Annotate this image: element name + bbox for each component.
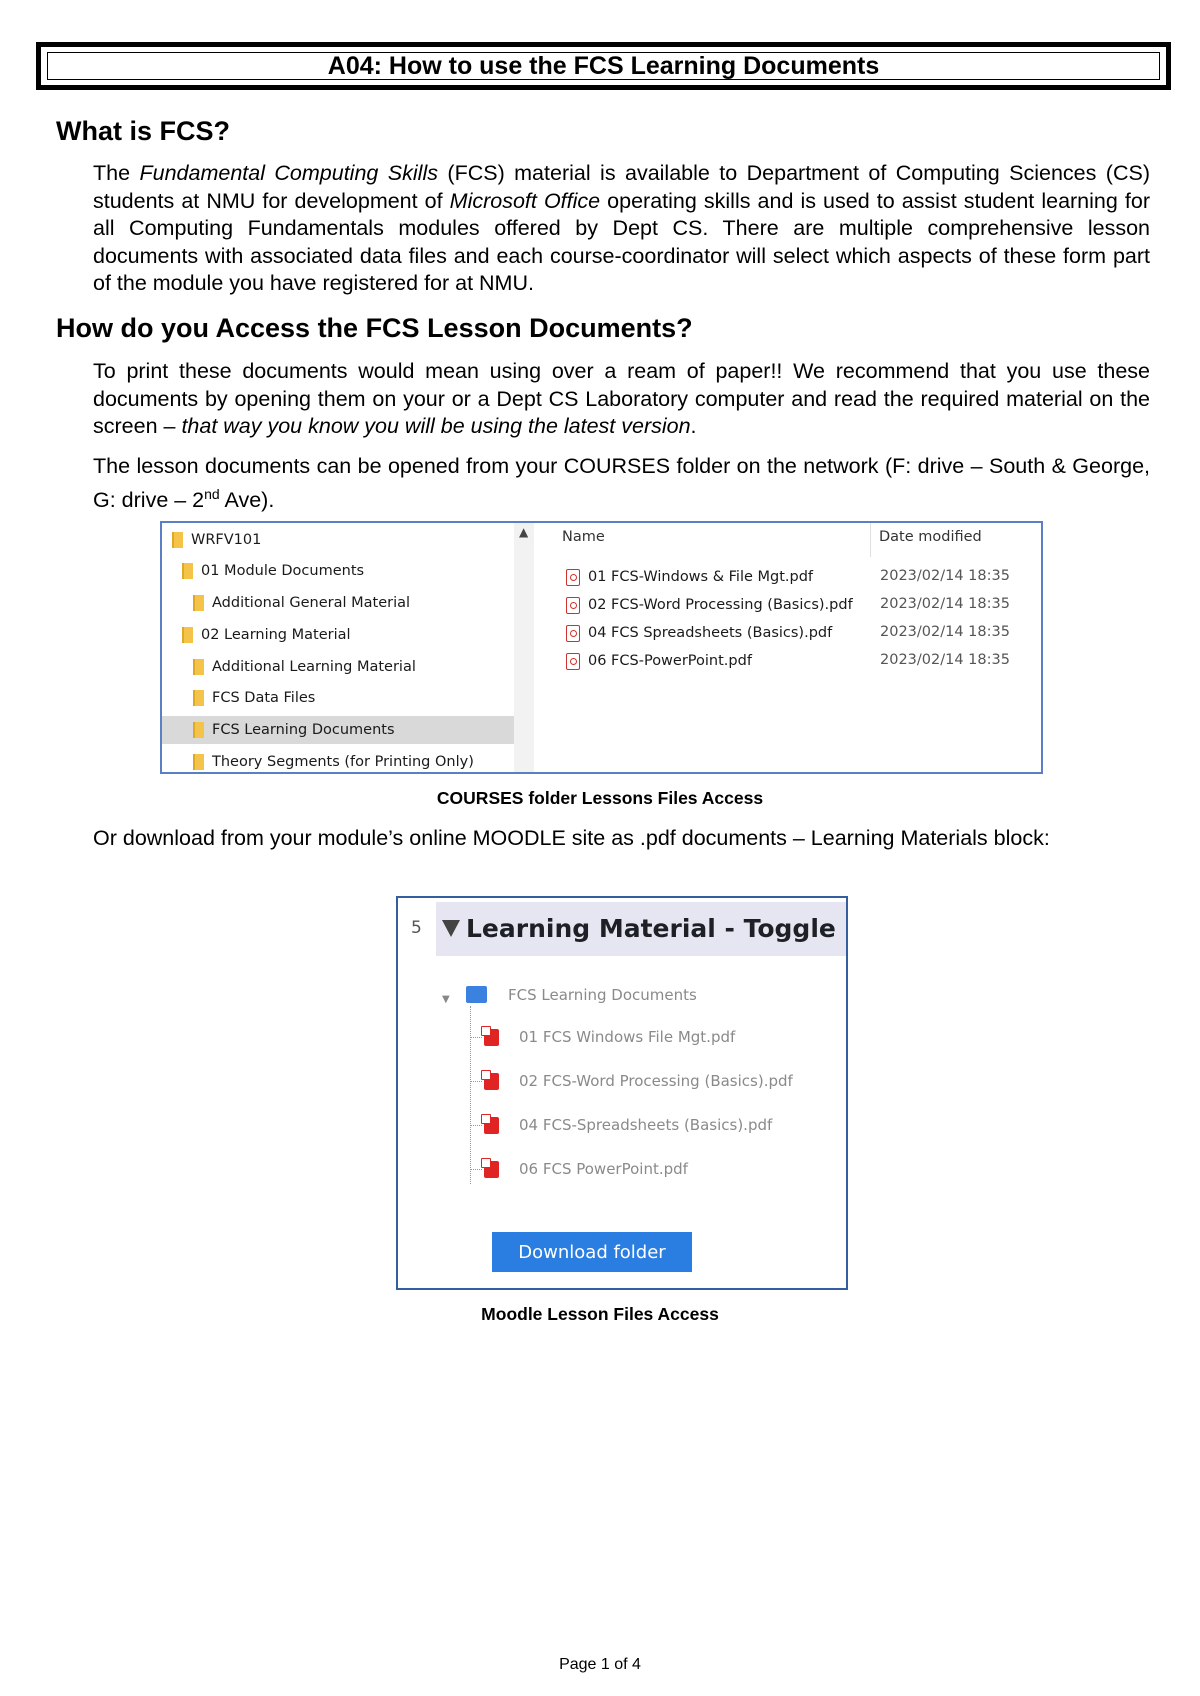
folder-icon bbox=[182, 563, 193, 579]
tree-connector bbox=[470, 1037, 482, 1038]
tree-item-label: Theory Segments (for Printing Only) bbox=[212, 754, 474, 770]
folder-icon bbox=[193, 595, 204, 611]
page-title: A04: How to use the FCS Learning Documents bbox=[47, 52, 1160, 80]
file-row[interactable] bbox=[566, 620, 832, 646]
folder-icon bbox=[466, 986, 487, 1003]
tree-item-label: Additional Learning Material bbox=[212, 659, 416, 675]
italic-run: that way you know you will be using the latest version bbox=[181, 414, 691, 438]
file-date: 2023/02/14 18:35 bbox=[880, 652, 1010, 668]
file-date: 2023/02/14 18:35 bbox=[880, 596, 1010, 612]
tree-item[interactable] bbox=[193, 684, 315, 712]
column-header-name[interactable]: Name bbox=[562, 529, 605, 545]
page-footer: Page 1 of 4 bbox=[559, 1656, 641, 1673]
file-row[interactable] bbox=[566, 592, 853, 618]
tree-item-label: 01 Module Documents bbox=[201, 563, 365, 579]
file-date: 2023/02/14 18:35 bbox=[880, 568, 1010, 584]
tree-item[interactable] bbox=[193, 653, 416, 681]
moodle-file-item[interactable] bbox=[470, 1113, 772, 1137]
text-run: (FCS) material is available to Department of Computing Sciences (CS) students at NMU for development of bbox=[93, 161, 1150, 213]
moodle-screenshot bbox=[396, 896, 848, 1290]
section-number: 5 bbox=[411, 918, 422, 938]
folder-tree bbox=[162, 523, 514, 772]
folder-icon bbox=[172, 532, 183, 548]
text-run: To print these documents would mean using over a ream of paper!! We recommend that you use these documents by opening them on your or a Dept CS Laboratory computer and read the required material on the screen – bbox=[93, 359, 1150, 438]
file-name: 02 FCS-Word Processing (Basics).pdf bbox=[588, 597, 853, 613]
tree-item-label: WRFV101 bbox=[191, 532, 262, 548]
tree-item[interactable] bbox=[193, 748, 474, 774]
file-name: 06 FCS PowerPoint.pdf bbox=[519, 1160, 688, 1178]
italic-run: Fundamental Computing Skills bbox=[139, 161, 438, 185]
figure-caption: COURSES folder Lessons Files Access bbox=[436, 788, 764, 808]
folder-icon bbox=[182, 627, 193, 643]
tree-item[interactable] bbox=[182, 621, 351, 649]
file-name: 02 FCS-Word Processing (Basics).pdf bbox=[519, 1072, 793, 1090]
file-list bbox=[534, 523, 1041, 772]
text-run: The bbox=[93, 161, 140, 185]
paragraph-fcs-intro bbox=[93, 160, 1150, 298]
tree-item-selected[interactable] bbox=[162, 716, 514, 744]
file-name: 01 FCS-Windows & File Mgt.pdf bbox=[588, 569, 814, 585]
folder-icon bbox=[193, 722, 204, 738]
folder-icon bbox=[193, 690, 204, 706]
moodle-file-item[interactable] bbox=[470, 1069, 793, 1093]
explorer-screenshot bbox=[160, 521, 1043, 774]
text-run: The lesson documents can be opened from your COURSES folder on the network (F: drive – South & George, G: drive – 2 bbox=[93, 454, 1150, 512]
download-folder-button[interactable]: Download folder bbox=[492, 1232, 692, 1272]
file-row[interactable] bbox=[566, 648, 752, 674]
tree-item[interactable] bbox=[193, 589, 410, 617]
column-header-date[interactable]: Date modified bbox=[879, 529, 982, 545]
toggle-triangle-icon[interactable] bbox=[442, 920, 460, 937]
file-name: 01 FCS Windows File Mgt.pdf bbox=[519, 1028, 736, 1046]
pdf-icon bbox=[484, 1117, 499, 1134]
tree-item[interactable] bbox=[172, 526, 261, 554]
tree-item-label: Additional General Material bbox=[212, 595, 411, 611]
folder-label[interactable]: FCS Learning Documents bbox=[508, 986, 697, 1004]
heading-access: How do you Access the FCS Lesson Documents? bbox=[56, 313, 693, 343]
folder-icon bbox=[193, 754, 204, 770]
pdf-icon bbox=[484, 1073, 499, 1090]
paragraph-moodle: Or download from your module’s online MOODLE site as .pdf documents – Learning Materials block: bbox=[93, 826, 1050, 850]
text-run: Ave). bbox=[219, 487, 275, 512]
expand-caret-icon[interactable]: ▼ bbox=[442, 994, 450, 1005]
tree-item-label: FCS Learning Documents bbox=[212, 722, 395, 738]
tree-connector bbox=[470, 1125, 482, 1126]
file-name: 04 FCS-Spreadsheets (Basics).pdf bbox=[519, 1116, 773, 1134]
tree-item-label: 02 Learning Material bbox=[201, 627, 351, 643]
pdf-icon bbox=[566, 625, 580, 642]
title-box bbox=[36, 42, 1171, 90]
pdf-icon bbox=[566, 597, 580, 614]
figure-caption: Moodle Lesson Files Access bbox=[481, 1304, 719, 1324]
tree-scrollbar[interactable] bbox=[514, 523, 534, 772]
section-title[interactable]: Learning Material - Toggle bbox=[466, 914, 836, 943]
tree-connector bbox=[470, 1081, 482, 1082]
tree-item[interactable] bbox=[182, 557, 364, 585]
scroll-up-icon[interactable]: ▲ bbox=[519, 525, 529, 539]
paragraph-courses-folder bbox=[93, 453, 1150, 514]
text-run: operating skills and is used to assist student learning for all Computing Fundamentals modules offered by Dept CS. There are multiple comprehensive lesson documents with associated data files and each course-coordinator will select which aspects of these form part of the module you have registered for at NMU. bbox=[93, 188, 1150, 295]
moodle-file-item[interactable] bbox=[470, 1157, 688, 1181]
file-date: 2023/02/14 18:35 bbox=[880, 624, 1010, 640]
pdf-icon bbox=[484, 1161, 499, 1178]
tree-connector bbox=[470, 1169, 482, 1170]
pdf-icon bbox=[566, 569, 580, 586]
column-divider bbox=[870, 523, 871, 557]
superscript: nd bbox=[204, 485, 220, 502]
paragraph-print bbox=[93, 358, 1150, 441]
pdf-icon bbox=[484, 1029, 499, 1046]
pdf-icon bbox=[566, 653, 580, 670]
moodle-file-item[interactable] bbox=[470, 1025, 735, 1049]
text-run: . bbox=[690, 414, 697, 438]
heading-what-is-fcs: What is FCS? bbox=[56, 116, 230, 146]
folder-icon bbox=[193, 659, 204, 675]
file-name: 06 FCS-PowerPoint.pdf bbox=[588, 653, 752, 669]
tree-item-label: FCS Data Files bbox=[212, 690, 316, 706]
italic-run: Microsoft Office bbox=[449, 188, 601, 213]
file-name: 04 FCS Spreadsheets (Basics).pdf bbox=[588, 625, 833, 641]
file-row[interactable] bbox=[566, 564, 813, 590]
